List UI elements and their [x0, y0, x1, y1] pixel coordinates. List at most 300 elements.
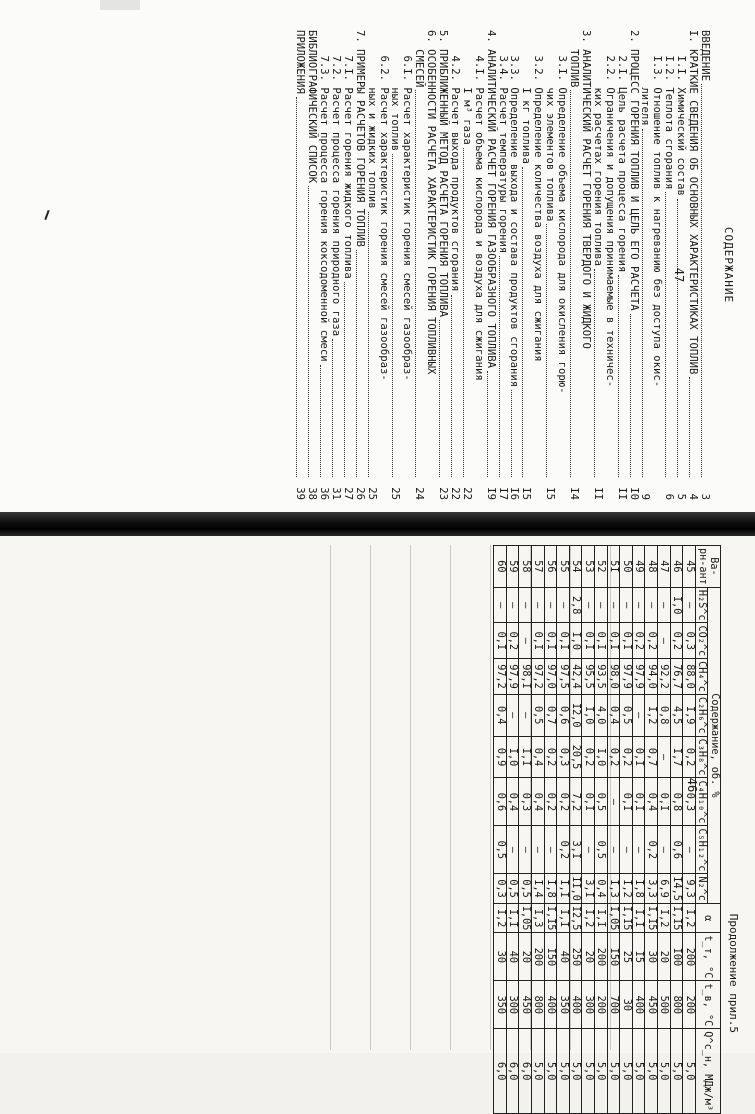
toc-leader-dots — [523, 167, 524, 477]
table-cell: I,3 — [607, 874, 620, 904]
table-cell: 97,9 — [632, 659, 645, 695]
header-c2h6: C₂H₆^с — [695, 694, 708, 736]
table-cell: 6,0 — [506, 1029, 519, 1114]
toc-entry-page: 31 — [329, 487, 342, 500]
table-cell: 30 — [620, 981, 633, 1029]
toc-entry — [579, 30, 591, 500]
toc-leader-dots — [546, 224, 547, 477]
toc-entry-text: 6. ОСОБЕННОСТИ РАСЧЕТА ХАРАКТЕРИСТИК ГОРЕНИЯ ТОПЛИВНЫХ — [425, 30, 438, 375]
toc-page-number: 47 — [672, 267, 687, 283]
table-cell: 400 — [569, 981, 582, 1029]
table-cell: 0,6 — [670, 826, 683, 874]
table-cell: 52 — [595, 546, 608, 588]
table-cell: 800 — [670, 981, 683, 1029]
toc-entry-page: 39 — [294, 487, 307, 500]
table-cell: 4,5 — [670, 694, 683, 736]
table-cell: 20 — [582, 933, 595, 981]
toc-entry — [686, 30, 698, 500]
table-cell: I,2 — [683, 903, 696, 933]
toc-leader-dots — [308, 186, 309, 477]
table-cell: 40 — [557, 933, 570, 981]
table-cell: 0,3 — [557, 736, 570, 778]
toc-leader-dots — [499, 256, 500, 477]
toc-leader-dots — [296, 97, 297, 477]
table-cell: – — [595, 587, 608, 623]
toc-entry-text: ких расчетах горения топлива — [591, 30, 604, 266]
toc-leader-dots — [511, 390, 512, 477]
table-cell: II,0 — [569, 874, 582, 904]
table-cell: 49 — [632, 546, 645, 588]
table-cell: 0,8 — [658, 694, 671, 736]
toc-leader-dots — [463, 148, 464, 477]
header-variant: Ва- рн-ант — [695, 546, 720, 588]
table-cell: 200 — [595, 981, 608, 1029]
toc-entry-text: 4. АНАЛИТИЧЕСКИЙ РАСЧЕТ ГОРЕНИЯ ГАЗООБРАЗНОГО ТОПЛИВА — [484, 30, 497, 369]
header-content: Содержание, об. % — [708, 587, 721, 903]
table-cell: 0,3 — [683, 623, 696, 659]
toc-entry-page: I4 — [568, 487, 581, 500]
toc-entry-text: 3.3. Определение выхода и состава продуктов сгорания — [508, 30, 521, 388]
table-cell: 5,0 — [670, 1029, 683, 1114]
table-cell: – — [683, 587, 696, 623]
table-cell: 6,0 — [519, 1029, 532, 1114]
table-cell: 0,7 — [544, 694, 557, 736]
toc-entry — [353, 30, 365, 500]
toc-entry-text: 2.2. Ограничения и допущения принимаемые в техничес- — [603, 30, 616, 388]
table-cell: 0,I — [595, 623, 608, 659]
table-cell: 350 — [557, 981, 570, 1029]
toc-entry — [389, 30, 401, 500]
toc-entry-page: I6 — [508, 487, 521, 500]
table-cell: 0,2 — [582, 736, 595, 778]
table-cell: 59 — [506, 546, 519, 588]
toc-leader-dots — [689, 377, 690, 477]
table-cell: 58 — [519, 546, 532, 588]
table-cell: 0,2 — [670, 623, 683, 659]
table-row — [683, 546, 696, 1114]
toc-entry-text: 5. ПРИБЛИЖЕННЫЙ МЕТОД РАСЧЕТА ГОРЕНИЯ ТОПЛИВА — [437, 30, 450, 318]
toc-entry-text: I м³ газа — [460, 30, 473, 145]
table-cell: 0,5 — [620, 694, 633, 736]
toc-entry — [365, 30, 377, 500]
toc-entry — [627, 30, 639, 500]
table-cell: 0,5 — [494, 826, 507, 874]
table-cell: I,2 — [620, 874, 633, 904]
toc-entry-text: I кг топлива — [520, 30, 533, 164]
header-t-air: t_в, °C — [695, 981, 720, 1029]
table-cell: 0,2 — [645, 623, 658, 659]
table-cell: I,2 — [645, 694, 658, 736]
table-cell: 5,0 — [532, 1029, 545, 1114]
table-cell: – — [532, 826, 545, 874]
table-cell: 60 — [494, 546, 507, 588]
table-cell: I,3 — [532, 903, 545, 933]
table-cell: – — [683, 826, 696, 874]
table-cell: I,0 — [595, 736, 608, 778]
toc-entry — [293, 30, 305, 500]
table-cell: 6,0 — [494, 1029, 507, 1114]
toc-entry — [555, 30, 567, 500]
table-cell: 0,5 — [506, 874, 519, 904]
table-cell: 46 — [670, 546, 683, 588]
toc-entry — [543, 30, 555, 500]
table-cell: I,0 — [569, 623, 582, 659]
toc-entry-text: 7. ПРИМЕРЫ РАСЧЕТОВ ГОРЕНИЯ ТОПЛИВ — [353, 30, 366, 247]
toc-entry-page: I5 — [544, 487, 557, 500]
toc-entry-text: 2. ПРОЦЕСС ГОРЕНИЯ ТОПЛИВ И ЦЕЛЬ ЕГО РАСЧЕТА — [627, 30, 640, 311]
toc-entry — [472, 30, 484, 500]
table-cell: 450 — [645, 981, 658, 1029]
table-cell: I,I5 — [670, 903, 683, 933]
table-cell: 0,5 — [595, 826, 608, 874]
table-cell: 0,I — [620, 623, 633, 659]
table-cell: 250 — [569, 933, 582, 981]
table-cell: 0,9 — [494, 736, 507, 778]
table-cell: 5,0 — [683, 1029, 696, 1114]
table-cell: 0,4 — [506, 778, 519, 826]
toc-entry-page: 36 — [318, 487, 330, 500]
table-row — [670, 546, 683, 1114]
table-cell: 0,I — [582, 778, 595, 826]
toc-leader-dots — [368, 212, 369, 477]
toc-entry-text: 7.2. Расчет процесса горения природного газа — [329, 30, 342, 337]
table-cell: 0,2 — [620, 736, 633, 778]
header-c4h10: C₄H₁₀^с — [695, 778, 708, 826]
table-cell: – — [658, 736, 671, 778]
toc-title: СОДЕРЖАНИЕ — [722, 226, 735, 304]
table-cell: – — [494, 587, 507, 623]
toc-entry — [460, 30, 472, 500]
table-cell: 0,5 — [532, 694, 545, 736]
toc-entry-page: I5 — [520, 487, 533, 500]
table-cell: 200 — [532, 933, 545, 981]
toc-entry-text: лителя — [639, 30, 652, 126]
toc-leader-dots — [344, 282, 345, 477]
toc-entry-text: БИБЛИОГРАФИЧЕСКИЙ СПИСОК — [306, 30, 319, 184]
table-cell: 0,I — [582, 623, 595, 659]
table-cell: I4,5 — [670, 874, 683, 904]
table-cell: 0,2 — [607, 736, 620, 778]
toc-leader-dots — [665, 192, 666, 477]
table-cell: – — [544, 587, 557, 623]
toc-entry-text: ВВЕДЕНИЕ — [699, 30, 711, 82]
table-cell: 0,3 — [494, 874, 507, 904]
table-cell: 50 — [620, 546, 633, 588]
table-cell: I,2 — [658, 903, 671, 933]
table-cell: 5,0 — [582, 1029, 595, 1114]
table-cell: 5,0 — [595, 1029, 608, 1114]
table-cell: 57 — [532, 546, 545, 588]
table-cell: 97,9 — [620, 659, 633, 695]
table-cell: 0,5 — [519, 874, 532, 904]
toc-entry — [424, 30, 436, 500]
toc-entry-page: I7 — [496, 487, 509, 500]
table-cell: – — [519, 826, 532, 874]
table-cell: 0,4 — [532, 736, 545, 778]
table-cell: I,I5 — [620, 903, 633, 933]
table-cell: 97,2 — [494, 659, 507, 695]
table-cell: I,2 — [582, 903, 595, 933]
header-n2: N₂^с — [695, 874, 708, 904]
toc-entry-text: 3.4. Расчет температуры горения — [496, 30, 509, 254]
table-cell: 42,4 — [569, 659, 582, 695]
toc-entry-text: ПРИЛОЖЕНИЯ — [294, 30, 307, 94]
toc-entry — [567, 30, 579, 500]
table-cell: 0,I — [607, 623, 620, 659]
header-h2s: H₂S^с — [695, 587, 708, 623]
toc-entry-text: 3.2. Определение количества воздуха для сжигания — [532, 30, 545, 362]
toc-entry-page: 6 — [663, 493, 676, 500]
toc-leader-dots — [630, 314, 631, 477]
table-cell: I,I — [595, 903, 608, 933]
toc-entry-text: I.3. Отношение топлив к нагреванию без доступа окис- — [651, 30, 664, 388]
toc-entry — [436, 30, 448, 500]
toc-leader-dots — [392, 154, 393, 477]
toc-entry — [412, 30, 424, 500]
header-ch4: CH₄^с — [695, 659, 708, 695]
toc-entry — [305, 30, 317, 500]
toc-entry — [496, 30, 508, 500]
table-cell: 0,I — [494, 623, 507, 659]
toc-entry-page: 26 — [353, 487, 366, 500]
toc-entry — [448, 30, 460, 500]
toc-entry-text: СМЕСЕЙ — [413, 30, 426, 88]
table-cell: 0,4 — [532, 778, 545, 826]
toc-entry — [317, 30, 329, 500]
toc-entry — [603, 30, 615, 500]
toc-entry-page: I9 — [484, 487, 497, 500]
table-cell: 88,0 — [683, 659, 696, 695]
toc-entry-text: ТОПЛИВ — [568, 30, 581, 88]
table-cell: 76,7 — [670, 659, 683, 695]
table-cell: 0,3 — [683, 778, 696, 826]
table-cell: I2,0 — [569, 694, 582, 736]
toc-entry-text: 3. АНАЛИТИЧЕСКИЙ РАСЧЕТ ГОРЕНИЯ ТВЕРДОГО И ЖИДКОГО — [579, 30, 592, 349]
table-cell: 200 — [683, 933, 696, 981]
table-cell: I50 — [544, 933, 557, 981]
table-cell: I50 — [607, 933, 620, 981]
table-cell: – — [506, 587, 519, 623]
table-cell: 0,8 — [670, 778, 683, 826]
continuation-label: Продолжение прил.5 — [727, 913, 740, 1033]
header-co2: CO₂^с — [695, 623, 708, 659]
table-cell: – — [557, 587, 570, 623]
table-cell: 30 — [645, 933, 658, 981]
table-cell: 400 — [544, 981, 557, 1029]
toc-entry-text: ных и жидких топлив — [365, 30, 378, 209]
toc-entry-page: II — [615, 487, 628, 500]
table-cell: I,I — [506, 903, 519, 933]
toc-leader-dots — [415, 90, 416, 477]
toc-entry-text: 2.I. Цель расчета процесса горения — [615, 30, 628, 273]
toc-entry — [520, 30, 532, 500]
table-cell: I2,5 — [569, 903, 582, 933]
toc-entry-text: 6.2. Расчет характеристик горения смесей газообраз- — [377, 30, 390, 381]
table-cell: – — [607, 778, 620, 826]
table-cell: – — [532, 587, 545, 623]
table-cell: 5,0 — [557, 1029, 570, 1114]
table-cell: 350 — [494, 981, 507, 1029]
toc-leader-dots — [451, 295, 452, 478]
table-cell: 2,8 — [569, 587, 582, 623]
table-cell: 0,4 — [595, 874, 608, 904]
table-cell: 40 — [506, 933, 519, 981]
toc-entry — [531, 30, 543, 500]
table-cell: I,0 — [506, 736, 519, 778]
toc-entry-page: 3 — [699, 493, 711, 500]
table-cell: 0,2 — [557, 826, 570, 874]
table-cell: 0,5 — [595, 778, 608, 826]
table-cell: 500 — [658, 981, 671, 1029]
table-cell: – — [620, 587, 633, 623]
table-cell: – — [632, 826, 645, 874]
table-cell: 0,2 — [506, 623, 519, 659]
show-through-lines — [330, 545, 650, 1050]
table-cell: – — [607, 826, 620, 874]
table-cell: 20 — [658, 933, 671, 981]
toc-entry — [377, 30, 389, 500]
table-cell: 45 — [683, 546, 696, 588]
toc-leader-dots — [487, 371, 488, 477]
table-cell: – — [607, 587, 620, 623]
toc-leader-dots — [356, 250, 357, 477]
table-cell: I,I — [519, 736, 532, 778]
toc-entry-text: I.I. Химический состав — [675, 30, 688, 196]
toc-entry-text: 7.3. Расчет процесса горения коксодоменной смеси — [318, 30, 330, 362]
table-cell: 300 — [582, 981, 595, 1029]
table-cell: I,I — [557, 874, 570, 904]
table-cell: I,4 — [532, 874, 545, 904]
toc-entry-text: 4.2. Расчет выхода продуктов сгорания — [448, 30, 461, 292]
toc-entry — [341, 30, 353, 500]
table-cell: 0,I — [544, 623, 557, 659]
table-cell: 30 — [494, 933, 507, 981]
table-cell: 97,5 — [557, 659, 570, 695]
table-cell: I,05 — [607, 903, 620, 933]
header-alpha: α — [695, 903, 720, 933]
header-c3h8: C₃H₈^с — [695, 736, 708, 778]
toc-leader-dots — [642, 129, 643, 477]
toc-leader-dots — [570, 90, 571, 477]
table-cell: 48 — [645, 546, 658, 588]
table-cell: 92,2 — [658, 659, 671, 695]
toc-entry-page: 23 — [437, 487, 450, 500]
table-cell: 6,9 — [658, 874, 671, 904]
table-cell: 0,4 — [494, 694, 507, 736]
table-cell: 450 — [519, 981, 532, 1029]
toc-entry-page: 4 — [687, 493, 700, 500]
table-cell: I,9 — [683, 694, 696, 736]
table-cell: 3,3 — [645, 874, 658, 904]
table-row — [658, 546, 671, 1114]
table-cell: 47 — [658, 546, 671, 588]
table-cell: – — [519, 694, 532, 736]
table-cell: I,2 — [494, 903, 507, 933]
toc-entry-text: 3.I. Определение объема кислорода для окисления горю- — [556, 30, 569, 394]
table-cell: 5,0 — [632, 1029, 645, 1114]
table-cell: 800 — [532, 981, 545, 1029]
table-cell: – — [658, 623, 671, 659]
table-cell: 9,3 — [683, 874, 696, 904]
toc-leader-dots — [320, 365, 321, 477]
table-cell: 0,2 — [544, 736, 557, 778]
toc-leader-dots — [618, 275, 619, 477]
table-cell: 0,2 — [645, 826, 658, 874]
toc-entry-text: 6.I. Расчет характеристик горения смесей газообраз- — [401, 30, 414, 381]
table-cell: 95,5 — [582, 659, 595, 695]
toc-entry — [484, 30, 496, 500]
toc-entry — [400, 30, 412, 500]
toc-entry — [639, 30, 651, 500]
table-cell: 0,7 — [645, 736, 658, 778]
table-cell: I,7 — [670, 736, 683, 778]
table-cell: I,8 — [632, 874, 645, 904]
table-cell: I,0 — [670, 587, 683, 623]
book-spine — [0, 512, 755, 536]
toc-entry — [591, 30, 603, 500]
table-cell: 0,I — [557, 623, 570, 659]
toc-entry-page: 24 — [413, 487, 426, 500]
table-cell: – — [519, 623, 532, 659]
toc-entry-page: 25 — [365, 487, 378, 500]
table-cell: 4,0 — [595, 694, 608, 736]
table-cell: – — [582, 826, 595, 874]
toc-entry — [650, 30, 662, 500]
toc-entry — [662, 30, 674, 500]
table-cell: 3,I — [582, 874, 595, 904]
toc-entry-page: 22 — [460, 487, 473, 500]
toc-entry-text: ных топлив — [389, 30, 402, 152]
table-cell: 0,2 — [557, 778, 570, 826]
table-cell: 5I — [607, 546, 620, 588]
table-cell: – — [658, 587, 671, 623]
toc-leader-dots — [677, 199, 678, 477]
toc-leader-dots — [701, 84, 702, 477]
table-cell: – — [645, 587, 658, 623]
table-cell: 5,0 — [620, 1029, 633, 1114]
toc-entry-page: II — [591, 487, 604, 500]
table-cell: 0,I — [620, 778, 633, 826]
table-cell: 0,I — [632, 736, 645, 778]
table-cell: 0,2 — [544, 778, 557, 826]
table-cell: 98,I — [519, 659, 532, 695]
header-c5h12: C₅H₁₂^с — [695, 826, 708, 874]
table-cell: 0,4 — [607, 694, 620, 736]
table-cell: – — [519, 587, 532, 623]
table-cell: 20,5 — [569, 736, 582, 778]
toc-entry-page: 38 — [306, 487, 319, 500]
table-cell: 300 — [506, 981, 519, 1029]
table-cell: I5 — [632, 933, 645, 981]
toc-entry — [615, 30, 627, 500]
table-cell: 200 — [595, 933, 608, 981]
table-cell: 25 — [620, 933, 633, 981]
toc-entry-text: 7.I. Расчет горения жидкого топлива — [341, 30, 354, 279]
table-cell: – — [632, 587, 645, 623]
table-header-row — [708, 546, 721, 1114]
table-cell: 3,I — [569, 826, 582, 874]
table-cell: 400 — [632, 981, 645, 1029]
table-cell: 53 — [582, 546, 595, 588]
table-cell: 0,I — [632, 778, 645, 826]
table-cell: 56 — [544, 546, 557, 588]
table-cell: 0,6 — [494, 778, 507, 826]
table-cell: I,8 — [544, 874, 557, 904]
table-cell: 97,9 — [506, 659, 519, 695]
table-cell: 0,4 — [645, 778, 658, 826]
table-cell: 200 — [683, 981, 696, 1029]
table-cell: 0,I — [658, 778, 671, 826]
